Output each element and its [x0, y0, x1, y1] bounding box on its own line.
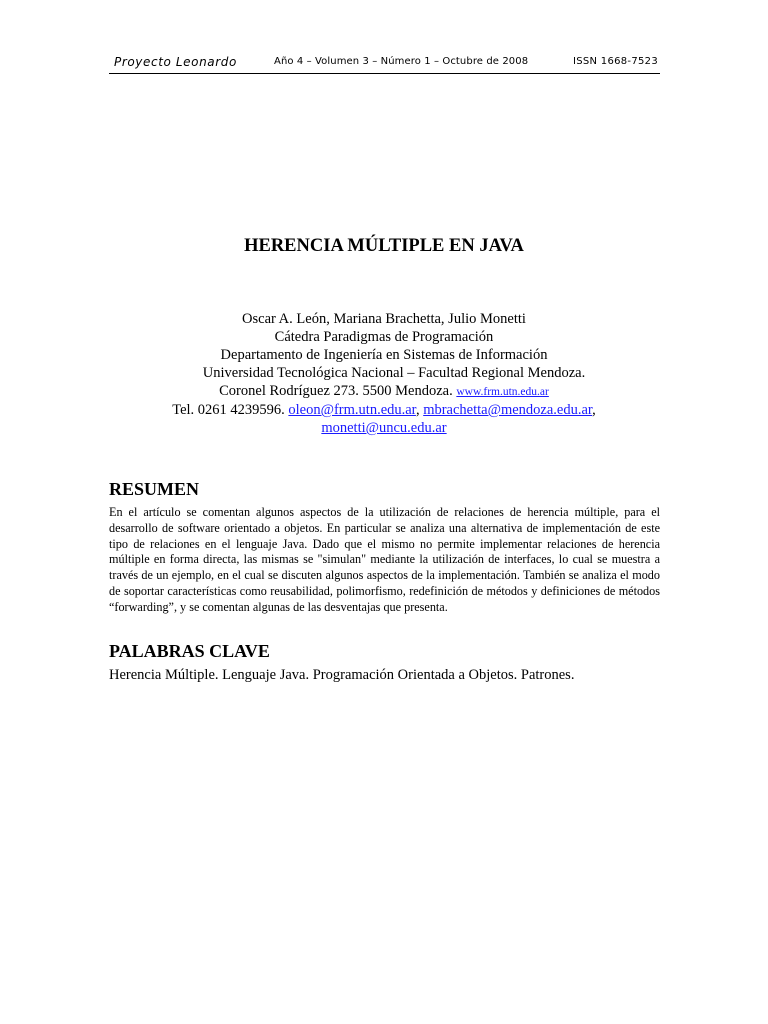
email-link-oleon[interactable]: oleon@frm.utn.edu.ar — [288, 402, 416, 418]
affiliation-block — [0, 310, 768, 437]
paper-title: HERENCIA MÚLTIPLE EN JAVA — [244, 236, 524, 256]
address: Coronel Rodríguez 273. 5500 Mendoza. — [219, 383, 453, 399]
department: Departamento de Ingeniería en Sistemas de Información — [220, 347, 548, 363]
keywords-text: Herencia Múltiple. Lenguaje Java. Programación Orientada a Objetos. Patrones. — [109, 667, 575, 683]
website-link[interactable]: www.frm.utn.edu.ar — [456, 386, 549, 398]
email-link-monetti[interactable]: monetti@uncu.edu.ar — [321, 420, 447, 436]
comma-separator: , — [415, 402, 420, 418]
contact-line — [0, 401, 768, 419]
authors: Oscar A. León, Mariana Brachetta, Julio Monetti — [242, 311, 526, 327]
email-link-mbrachetta[interactable]: mbrachetta@mendoza.edu.ar — [423, 402, 593, 418]
chair: Cátedra Paradigmas de Programación — [274, 329, 494, 345]
running-header — [109, 55, 660, 74]
abstract-heading: RESUMEN — [109, 479, 200, 499]
abstract-text: En el artículo se comentan algunos aspectos de la utilización de relaciones de herencia múltiple, para el desarrollo de software orientado a objetos. En particular se analiza una alternativa de implementación de este tipo de relaciones en el lenguaje Java. Dado que el mismo no permite implementar relaciones de herencia múltiple en forma directa, las mismas se "simulan" mediante la utilización de interfaces, lo cual se muestra a través de un ejemplo, en el cual se discuten algunos aspectos de la implementación. También se analiza el modo de soportar características como reusabilidad, polimorfismo, redefinición de métodos y definiciones de métodos “forwarding”, y se comentan algunas de las desventajas que presenta. — [109, 505, 660, 614]
issn: ISSN 1668-7523 — [572, 56, 658, 67]
issue-info: Año 4 – Volumen 3 – Número 1 – Octubre de 2008 — [274, 56, 529, 67]
university: Universidad Tecnológica Nacional – Facultad Regional Mendoza. — [202, 365, 586, 381]
journal-name: Proyecto Leonardo — [114, 55, 237, 69]
keywords-heading: PALABRAS CLAVE — [109, 641, 270, 661]
email-line-3 — [0, 419, 768, 437]
phone: Tel. 0261 4239596. — [172, 402, 285, 418]
address-line — [0, 382, 768, 401]
trailing-comma: , — [592, 402, 596, 418]
